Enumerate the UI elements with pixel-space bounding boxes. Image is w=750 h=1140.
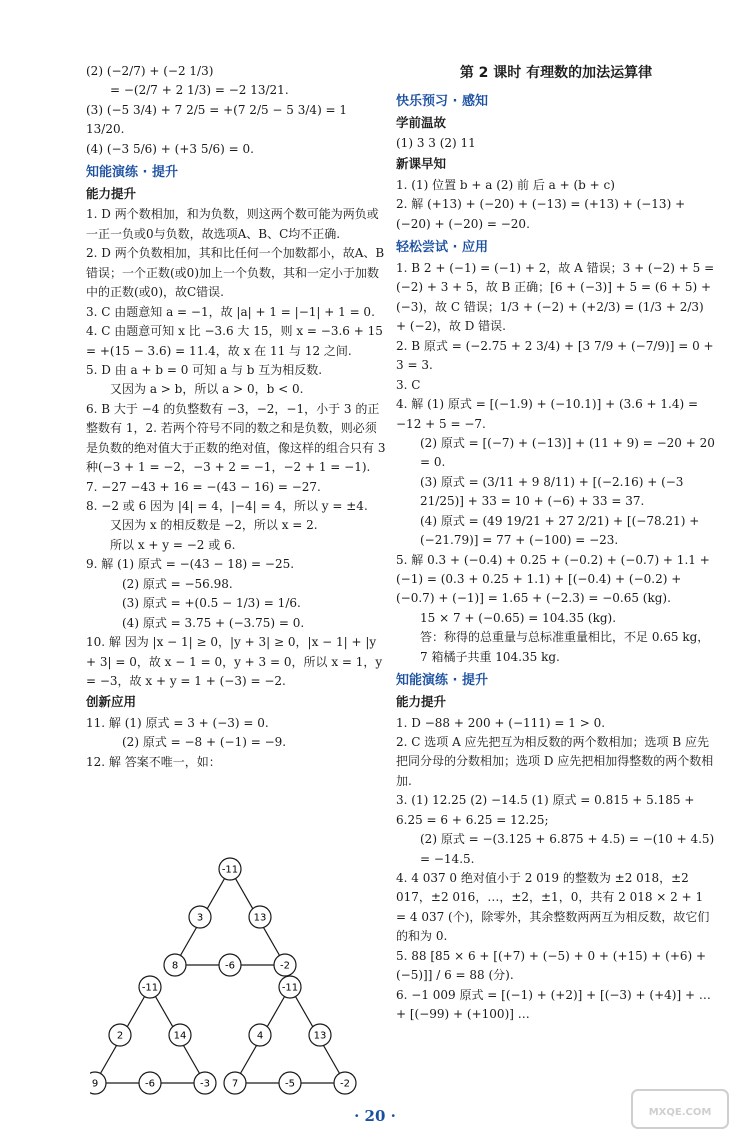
right-column (396, 62, 716, 1025)
node-value: 3 (196, 912, 204, 924)
answer-item: 2. C 选项 A 应先把互为相反数的两个数相加；选项 B 应先把同分母的分数相加；选项 D 应先把相加得整数的两个数相加. (396, 734, 714, 788)
answer-item: 2. B 原式 = (−2.75 + 2 3/4) + [3 7/9 + (−7/9)] = 0 + 3 = 3. (396, 338, 714, 373)
node-value: 9 (91, 1078, 99, 1090)
answer-item: 7. −27 −43 + 16 = −(43 − 16) = −27. (86, 479, 321, 494)
answer-item: 2. D 两个负数相加，其和比任何一个加数都小，故A、B错误；一个正数(或0)加上一个负数，其和一定小于加数中的正数(或0)，故C错误. (86, 246, 385, 300)
node-value: -11 (281, 982, 299, 994)
subsection-heading: 能力提升 (86, 186, 137, 202)
answer-item: 1. D −88 + 200 + (−111) = 1 > 0. (396, 715, 606, 730)
answer-item: (3) 原式 = +(0.5 − 1/3) = 1/6. (122, 596, 301, 611)
answer-item: 8. −2 或 6 因为 |4| = 4，|−4| = 4，所以 y = ±4. (86, 499, 368, 514)
triangle-diagram (90, 976, 216, 1094)
node-value: -5 (285, 1078, 295, 1090)
lesson-title: 第 2 课时 有理数的加法运算律 (459, 65, 653, 81)
answer-item: 1. B 2 + (−1) = (−1) + 2，故 A 错误；3 + (−2) + 5 = (−2) + 3 + 5，故 B 正确；[6 + (−3)] + 5 = (6 + 5) + (−3)，故 C 错误；1/3 + (−2) + (+2/3) = (1/3 + 2/3) + (−2)，故 D 错误. (396, 261, 715, 334)
answer-item: 又因为 x 的相反数是 −2，所以 x = 2. (110, 518, 318, 533)
answer-item: 6. B 大于 −4 的负整数有 −3，−2，−1，小于 3 的正整数有 1，2. 若两个符号不同的数之和是负数，则必须是负数的绝对值大于正数的绝对值，像这样的组合只有 3 种(−3 + 1 = −2，−3 + 2 = −1，−2 + 1 = −1). (86, 401, 386, 475)
section-heading: 快乐预习 · 感知 (396, 93, 488, 109)
node-value: -11 (141, 982, 159, 994)
answer-item: 5. D 由 a + b = 0 可知 a 与 b 互为相反数. (86, 362, 323, 377)
answer-item: (4) 原式 = 3.75 + (−3.75) = 0. (122, 615, 305, 630)
svg-text:MXQE.COM: MXQE.COM (648, 1107, 712, 1118)
answer-item: (2) 原式 = −56.98. (122, 576, 233, 591)
answer-item: 5. 解 0.3 + (−0.4) + 0.25 + (−0.2) + (−0.7) + 1.1 + (−1) = (0.3 + 0.25 + 1.1) + [(−0.4) + (−0.2) + (−0.7) + (−1)] = 1.65 + (−2.3) = −0.65 (kg). (396, 552, 710, 606)
text-line: (2) (−2/7) + (−2 1/3) (86, 64, 214, 78)
node-value: -2 (340, 1078, 350, 1090)
node-value: 8 (171, 960, 179, 972)
node-value: 7 (231, 1078, 239, 1090)
answer-item: 4. 4 037 0 绝对值小于 2 019 的整数为 ±2 018，±2 017，±2 016，…，±2，±1，0，共有 2 018 × 2 + 1 = 4 037 (个)，除零外，其余整数两两互为相反数，故它们的和为 0. (396, 871, 710, 944)
answer-item: (2) 原式 = [(−7) + (−13)] + (11 + 9) = −20 + 20 = 0. (420, 435, 715, 470)
text-line: = −(2/7 + 2 1/3) = −2 13/21. (110, 83, 289, 98)
answer-item: (3) 原式 = (3/11 + 9 8/11) + [(−2.16) + (−3 21/25)] + 33 = 10 + (−6) + 33 = 37. (420, 474, 684, 509)
node-value: -6 (145, 1078, 155, 1090)
answer-item: 又因为 a > b，所以 a > 0，b < 0. (110, 382, 304, 397)
left-column (86, 62, 386, 772)
answer-item: 3. (1) 12.25 (2) −14.5 (1) 原式 = 0.815 + 5.185 + 6.25 = 6 + 6.25 = 12.25; (396, 793, 695, 827)
answer-item: 4. C 由题意可知 x 比 −3.6 大 15，则 x = −3.6 + 15 = +(15 − 3.6) = 11.4，故 x 在 11 与 12 之间. (86, 324, 383, 358)
text-line: (4) (−3 5/6) + (+3 5/6) = 0. (86, 141, 254, 156)
subsection-heading: 能力提升 (396, 694, 447, 710)
node-value: -3 (200, 1078, 210, 1090)
answer-item: 9. 解 (1) 原式 = −(43 − 18) = −25. (86, 557, 295, 572)
subsection-heading: 创新应用 (86, 694, 137, 710)
triangle-diagram (164, 858, 296, 976)
node-value: 13 (253, 912, 267, 924)
page-number: · 20 · (354, 1107, 396, 1125)
answer-item: 2. 解 (+13) + (−20) + (−13) = (+13) + (−13) + (−20) + (−20) = −20. (396, 197, 686, 231)
node-value: 14 (173, 1030, 187, 1042)
answer-item: 1. (1) 位置 b + a (2) 前 后 a + (b + c) (396, 177, 615, 192)
triangle-diagrams (90, 855, 390, 1095)
answer-item: 答：称得的总重量与总标准重量相比，不足 0.65 kg，7 箱橘子共重 104.35 kg. (420, 630, 710, 664)
answer-item: 10. 解 因为 |x − 1| ≥ 0，|y + 3| ≥ 0，|x − 1| + |y + 3| = 0，故 x − 1 = 0，y + 3 = 0，所以 x = 1，y = −3，故 x + y = 1 + (−3) = −2. (86, 635, 383, 688)
triangle-diagram (224, 976, 356, 1094)
node-value: -11 (221, 864, 239, 876)
section-heading: 轻松尝试 · 应用 (396, 239, 488, 255)
answer-item: 12. 解 答案不唯一，如： (86, 754, 221, 769)
answer-item: 6. −1 009 原式 = [(−1) + (+2)] + [(−3) + (+4)] + … + [(−99) + (+100)] … (396, 987, 711, 1022)
answer-item: (2) 原式 = −(3.125 + 6.875 + 4.5) = −(10 + 4.5) = −14.5. (420, 832, 715, 866)
section-heading: 知能演练 · 提升 (396, 673, 488, 689)
answer-item: 1. D 两个数相加，和为负数，则这两个数可能为两负或一正一负或0与负数，故选项A、B、C均不正确. (86, 207, 379, 241)
answer-item: (2) 原式 = −8 + (−1) = −9. (122, 735, 287, 750)
answer-item: 3. C (396, 377, 421, 392)
subsection-heading: 学前温故 (396, 114, 447, 130)
node-value: 2 (116, 1030, 124, 1042)
answer-item: 所以 x + y = −2 或 6. (110, 537, 236, 552)
node-value: -2 (280, 960, 290, 972)
node-value: -6 (225, 960, 235, 972)
section-heading: 知能演练 · 提升 (86, 165, 178, 181)
answer-item: (1) 3 3 (2) 11 (396, 135, 476, 150)
subsection-heading: 新课早知 (396, 156, 447, 172)
node-value: 4 (256, 1030, 264, 1042)
text-line: (3) (−5 3/4) + 7 2/5 = +(7 2/5 − 5 3/4) = 1 13/20. (86, 102, 348, 137)
answer-item: 5. 88 [85 × 6 + [(+7) + (−5) + 0 + (+15) + (+6) + (−5)]] / 6 = 88 (分). (396, 948, 707, 983)
watermark-logo (630, 1088, 730, 1130)
node-value: 13 (313, 1030, 327, 1042)
answer-item: 11. 解 (1) 原式 = 3 + (−3) = 0. (86, 715, 269, 730)
answer-item: (4) 原式 = (49 19/21 + 27 2/21) + [(−78.21) + (−21.79)] = 77 + (−100) = −23. (420, 513, 700, 548)
answer-item: 15 × 7 + (−0.65) = 104.35 (kg). (420, 610, 617, 625)
answer-item: 4. 解 (1) 原式 = [(−1.9) + (−10.1)] + (3.6 + 1.4) = −12 + 5 = −7. (396, 397, 699, 431)
answer-item: 3. C 由题意知 a = −1，故 |a| + 1 = |−1| + 1 = 0. (86, 304, 375, 319)
